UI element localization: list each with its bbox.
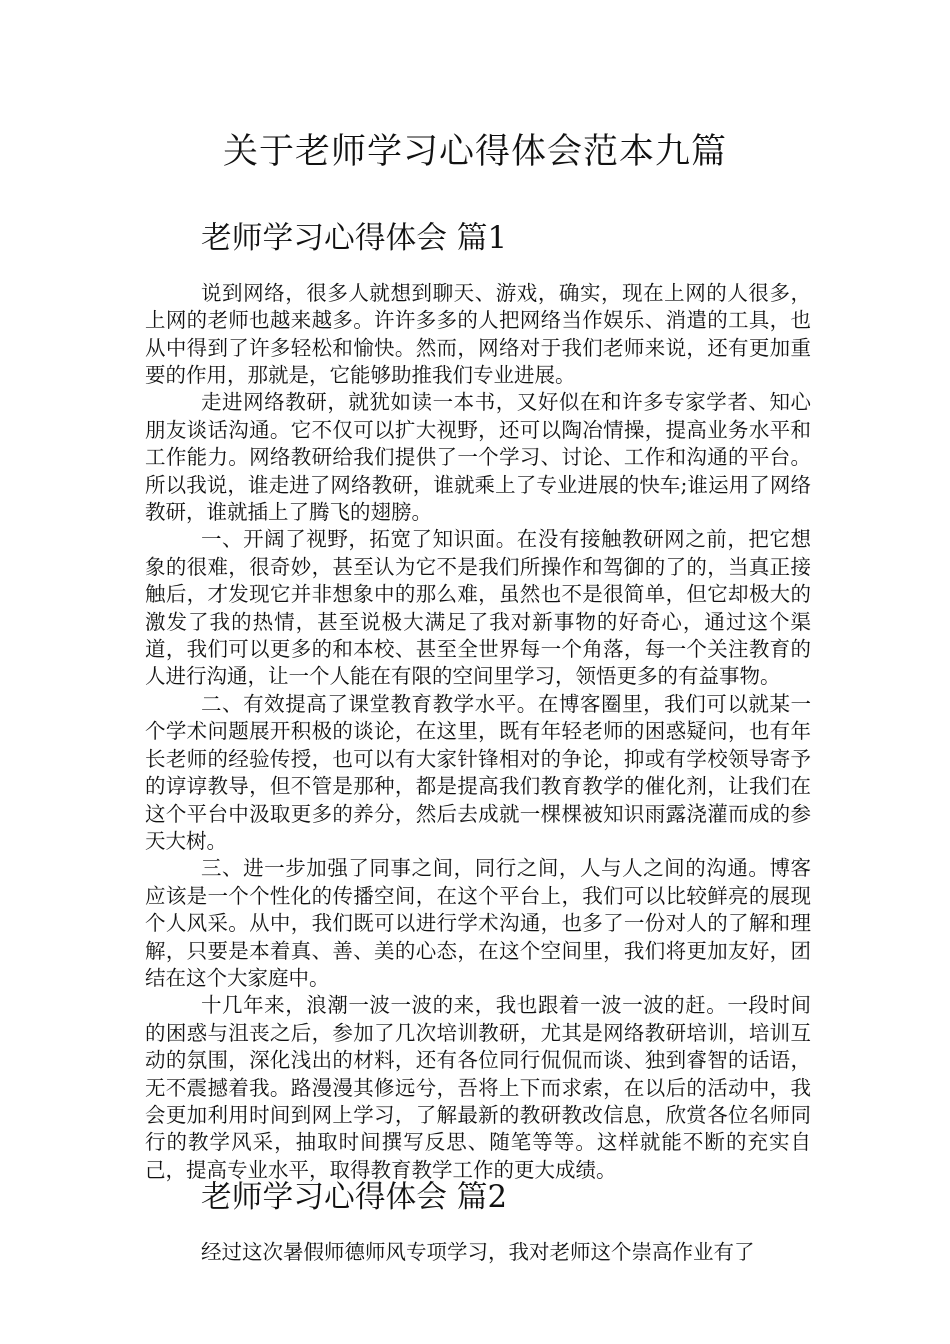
document-title: 关于老师学习心得体会范本九篇 bbox=[222, 132, 727, 172]
paragraph: 一、开阔了视野，拓宽了知识面。在没有接触教研网之前，把它想象的很难，很奇妙，甚至认为它不是我们所操作和驾御的了的，当真正接触后，才发现它并非想象中的那么难，虽然也不是很简单，但它却极大的激发了我的热情，甚至说极大满足了我对新事物的好奇心，通过这个渠道，我们可以更多的和本校、甚至全世界每一个角落，每一个关注教育的人进行沟通，让一个人能在有限的空间里学习，领悟更多的有益事物。 bbox=[145, 527, 811, 689]
section-heading-1: 老师学习心得体会 篇1 bbox=[201, 220, 508, 256]
paragraph: 三、进一步加强了同事之间，同行之间，人与人之间的沟通。博客应该是一个个性化的传播空间，在这个平台上，我们可以比较鲜亮的展现个人风采。从中，我们既可以进行学术沟通，也多了一份对人的了解和理解，只要是本着真、善、美的心态，在这个空间里，我们将更加友好，团结在这个大家庭中。 bbox=[145, 856, 811, 990]
spacer bbox=[145, 1212, 811, 1239]
paragraph: 走进网络教研，就犹如读一本书，又好似在和许多专家学者、知心朋友谈话沟通。它不仅可以扩大视野，还可以陶冶情操，提高业务水平和工作能力。网络教研给我们提供了一个学习、讨论、工作和沟通的平台。所以我说，谁走进了网络教研，谁就乘上了专业进展的快车;谁运用了网络教研，谁就插上了腾飞的翅膀。 bbox=[145, 390, 811, 525]
paragraph: 经过这次暑假师德师风专项学习，我对老师这个崇高作业有了 bbox=[201, 1240, 755, 1264]
section-heading-2: 老师学习心得体会 篇2 bbox=[201, 1179, 508, 1216]
paragraph: 十几年来，浪潮一波一波的来，我也跟着一波一波的赶。一段时间的困惑与沮丧之后，参加了几次培训教研，尤其是网络教研培训，培训互动的氛围，深化浅出的材料，还有各位同行侃侃而谈、独到睿智的话语，无不震撼着我。路漫漫其修远兮，吾将上下而求索，在以后的活动中，我会更加利用时间到网上学习，了解最新的教研教改信息，欣赏各位名师同行的教学风采，抽取时间撰写反思、随笔等等。这样就能不断的充实自己，提高专业水平，取得教育教学工作的更大成绩。 bbox=[145, 993, 811, 1182]
document-body bbox=[145, 220, 811, 1266]
paragraph: 二、有效提高了课堂教育教学水平。在博客圈里，我们可以就某一个学术问题展开积极的谈论，在这里，既有年轻老师的困惑疑问，也有年长老师的经验传授，也可以有大家针锋相对的争论，抑或有学校领导寄予的谆谆教导，但不管是那种，都是提高我们教育教学的催化剂，让我们在这个平台中汲取更多的养分，然后去成就一棵棵被知识雨露浇灌而成的参天大树。 bbox=[145, 691, 811, 853]
spacer bbox=[145, 252, 811, 279]
paragraph: 说到网络，很多人就想到聊天、游戏，确实，现在上网的人很多，上网的老师也越来越多。许许多多的人把网络当作娱乐、消遣的工具，也从中得到了许多轻松和愉快。然而，网络对于我们老师来说，还有更加重要的作用，那就是，它能够助推我们专业进展。 bbox=[145, 280, 811, 388]
